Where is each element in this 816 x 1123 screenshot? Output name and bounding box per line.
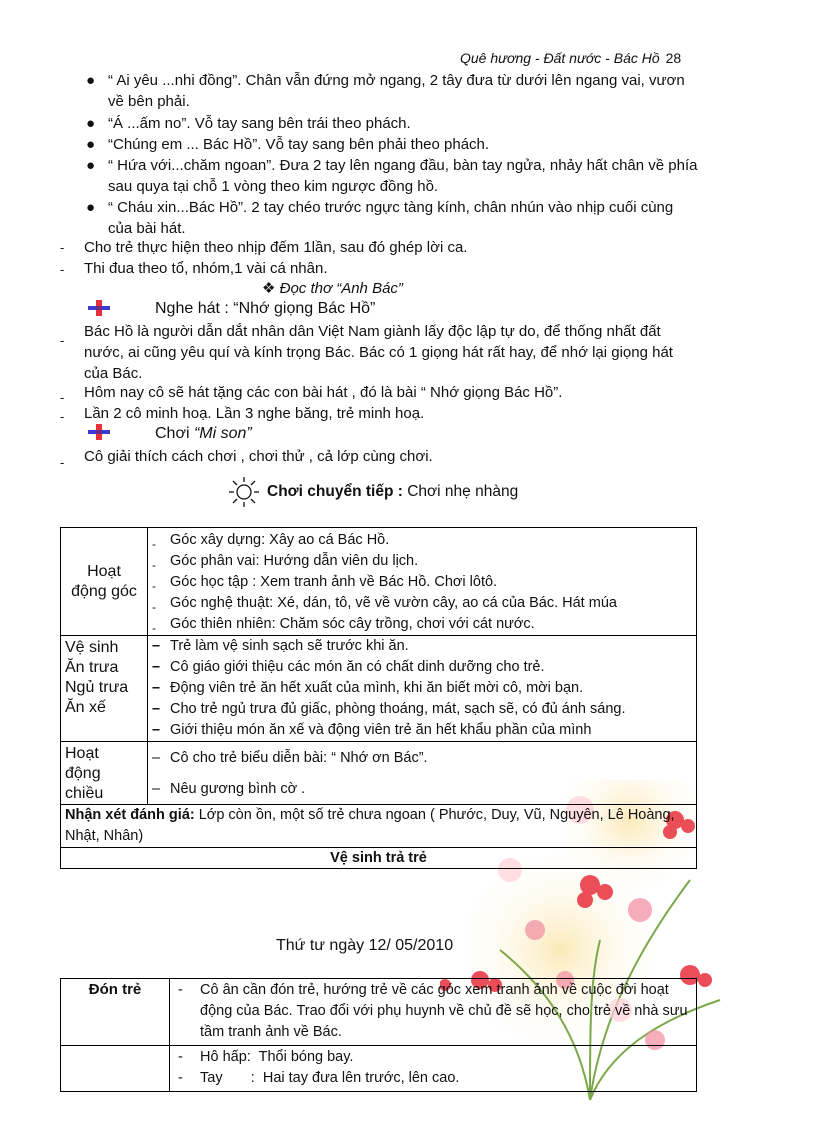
list-item: ● “ Ai yêu ...nhi đồng”. Chân vẫn đứng mở ngang, 2 tây đưa từ dưới lên ngang vai, vươn về bên phải.: [86, 72, 685, 110]
list-item: ● “ Hứa với...chăm ngoan”. Đưa 2 tay lên ngang đầu, bàn tay ngửa, nhảy hất chân về phía sau quya tại chỗ 1 vòng theo kim ngược đồng hồ.: [86, 157, 698, 195]
text-line: Cho trẻ thực hiện theo nhịp đếm 1lần, sau đó ghép lời ca.: [84, 239, 468, 256]
list-item: ● “Chúng em ... Bác Hồ”. Vỗ tay sang bên phải theo phách.: [86, 136, 490, 153]
text-line: Hôm nay cô sẽ hát tặng các con bài hát , đó là bài “ Nhớ giọng Bác Hồ”.: [84, 384, 563, 401]
table-row: [61, 848, 697, 869]
section-doc-tho: ❖ Đọc thơ “Anh Bác”: [262, 280, 403, 297]
row-content: [148, 636, 697, 742]
list-item: - Góc xây dựng: Xây ao cá Bác Hồ.: [152, 532, 390, 551]
paragraph: Bác Hồ là người dẫn dắt nhân dân Việt Nam giành lấy độc lập tự do, để thống nhất đất nước, ai cũng yêu quí và kính trọng Bác. Bác có 1 giọng hát rất hay, để nhớ lại giọng hát của Bác.: [84, 323, 673, 382]
row-label: [61, 1046, 170, 1092]
page-header: [460, 50, 681, 66]
schedule-table: [60, 527, 697, 869]
row-label: Đón trẻ: [61, 979, 170, 1046]
list-item: – Cho trẻ ngủ trưa đủ giấc, phòng thoáng, mát, sạch sẽ, có đủ ánh sáng.: [152, 701, 626, 717]
table-row: [61, 805, 697, 848]
nhan-xet: Nhận xét đánh giá: Lớp còn ồn, một số trẻ chưa ngoan ( Phước, Duy, Vũ, Nguyên, Lê Hoàng, Nhật, Nhân): [61, 805, 697, 848]
table-row: [61, 1046, 697, 1092]
bullet-cross-icon: [88, 424, 110, 440]
row-content: [148, 742, 697, 805]
ve-sinh-tra-tre: Vệ sinh trả trẻ: [61, 848, 697, 869]
date-heading: Thứ tư ngày 12/ 05/2010: [276, 937, 454, 954]
text-line: Lần 2 cô minh hoạ. Lần 3 nghe băng, trẻ minh hoạ.: [84, 405, 425, 422]
list-item: – Giới thiệu món ăn xế và động viên trẻ ăn hết khẩu phần của mình: [152, 722, 592, 738]
diamond-icon: ❖: [262, 280, 276, 297]
table-row: [61, 636, 697, 742]
list-item: - Hô hấp: Thổi bóng bay.: [178, 1049, 354, 1065]
table-row: [61, 528, 697, 636]
list-item: – Nêu gương bình cờ .: [152, 781, 306, 797]
sun-icon: [228, 476, 260, 508]
list-item: – Trẻ làm vệ sinh sạch sẽ trước khi ăn.: [152, 638, 409, 654]
dash-marker: -: [60, 455, 65, 470]
table-row: [61, 742, 697, 805]
list-item: - Góc phân vai: Hướng dẫn viên du lịch.: [152, 553, 419, 572]
list-item: ● “ Cháu xin...Bác Hồ”. 2 tay chéo trước ngực tàng kính, chân nhún vào nhịp cuối cùng của bài hát.: [86, 199, 674, 237]
table-row: [61, 979, 697, 1046]
list-item: - Tay : Hai tay đưa lên trước, lên cao.: [178, 1070, 460, 1086]
list-item: – Động viên trẻ ăn hết xuất của mình, khi ăn biết mời cô, mời bạn.: [152, 680, 584, 696]
row-label: Hoạt động chiều: [61, 742, 148, 805]
section-nghe-hat: Nghe hát : “Nhớ giọng Bác Hồ”: [155, 300, 376, 317]
dash-marker: -: [60, 409, 65, 424]
section-choi: Chơi “Mi son”: [155, 425, 252, 442]
list-item: – Cô cho trẻ biểu diễn bài: “ Nhớ ơn Bác”.: [152, 750, 428, 766]
page-number: 28: [665, 50, 682, 66]
schedule-table-2: [60, 978, 697, 1092]
list-item: - Góc thiên nhiên: Chăm sóc cây trồng, chơi với cát nước.: [152, 616, 535, 635]
section-chuyen-tiep: Chơi chuyển tiếp : Chơi nhẹ nhàng: [267, 483, 519, 500]
dash-marker: -: [60, 390, 65, 405]
dash-marker: -: [60, 240, 65, 255]
dash-marker: -: [60, 262, 65, 277]
list-item: - Cô ân cần đón trẻ, hướng trẻ về các góc xem tranh ảnh về cuộc đời hoạt động của Bác. Trao đổi với phụ huynh về chủ đề sẽ học, cho trẻ về nhà sưu tầm tranh ảnh về Bác.: [178, 982, 688, 1040]
row-label: Vệ sinh Ăn trưa Ngủ trưa Ăn xế: [61, 636, 148, 742]
text-line: Cô giải thích cách chơi , chơi thử , cả lớp cùng chơi.: [84, 448, 433, 465]
row-label: Hoạt động góc: [61, 528, 148, 636]
list-item: - Góc học tập : Xem tranh ảnh về Bác Hồ. Chơi lôtô.: [152, 574, 498, 593]
list-item: ● “Á ...ấm no”. Vỗ tay sang bên trái theo phách.: [86, 115, 411, 132]
row-content: [170, 979, 697, 1046]
text-line: Thi đua theo tổ, nhóm,1 vài cá nhân.: [84, 260, 328, 277]
dash-marker: -: [60, 333, 65, 348]
list-item: – Cô giáo giới thiệu các món ăn có chất dinh dưỡng cho trẻ.: [152, 659, 545, 675]
row-content: [170, 1046, 697, 1092]
header-title: Quê hương - Đất nước - Bác Hồ: [460, 50, 660, 66]
bullet-cross-icon: [88, 300, 110, 316]
row-content: [148, 528, 697, 636]
list-item: - Góc nghệ thuật: Xé, dán, tô, vẽ về vườn cây, ao cá của Bác. Hát múa: [152, 595, 617, 614]
